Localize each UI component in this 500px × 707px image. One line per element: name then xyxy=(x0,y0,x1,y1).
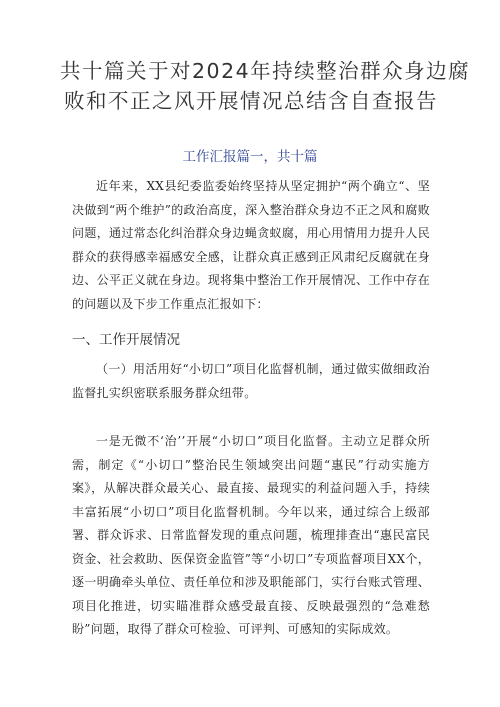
document-title-line-1: 共十篇关于对2024年持续整治群众身边腐 xyxy=(60,59,471,83)
section-heading-work-progress: 一、工作开展情况 xyxy=(72,332,180,348)
body-paragraph-1: 一是无微不‘治’’开展“小切口”项目化监督。主动立足群众所需，制定《“小切口”整治民生领域突出问题“惠民”行动实施方案》，从解决群众最关心、最直接、最现实的利益问题入手，持续丰富拓展“小切口”项目化监督机制。今年以来，通过综合上级部署、群众诉求、日常监督发现的重点问题，梳理排查出“惠民富民资金、社会救助、医保资金监管”等“小切口”专项监督项目XX个，逐一明确牵头单位、责任单位和涉及职能部门，实行台账式管理、项目化推进，切实瞄准群众感受最直接、反映最强烈的“急难愁盼”问题，取得了群众可检验、可评判、可感知的实际成效。 xyxy=(72,434,430,636)
subsection-paragraph-1: （一）用活用好“小切口”项目化监督机制，通过做实做细政治监督扎实织密联系服务群众纽带。 xyxy=(72,362,430,400)
document-subtitle: 工作汇报篇一，共十篇 xyxy=(182,149,318,165)
intro-paragraph: 近年来，XX县纪委监委始终坚持从坚定拥护“两个确立“、坚决做到“两个维护”的政治高度，深入整治群众身边不正之风和腐败问题，通过常态化纠治群众身边蝇贪蚁腐，用心用情用力提升人民群众的获得感幸福感安全感，让群众真正感到正风肃纪反腐就在身边、公平正义就在身边。现将集中整治工作开展情况、工作中存在的问题以及下步工作重点汇报如下： xyxy=(72,179,430,311)
document-title-line-2: 败和不正之风开展情况总结含自查报告 xyxy=(64,89,438,113)
document-title xyxy=(60,56,471,116)
